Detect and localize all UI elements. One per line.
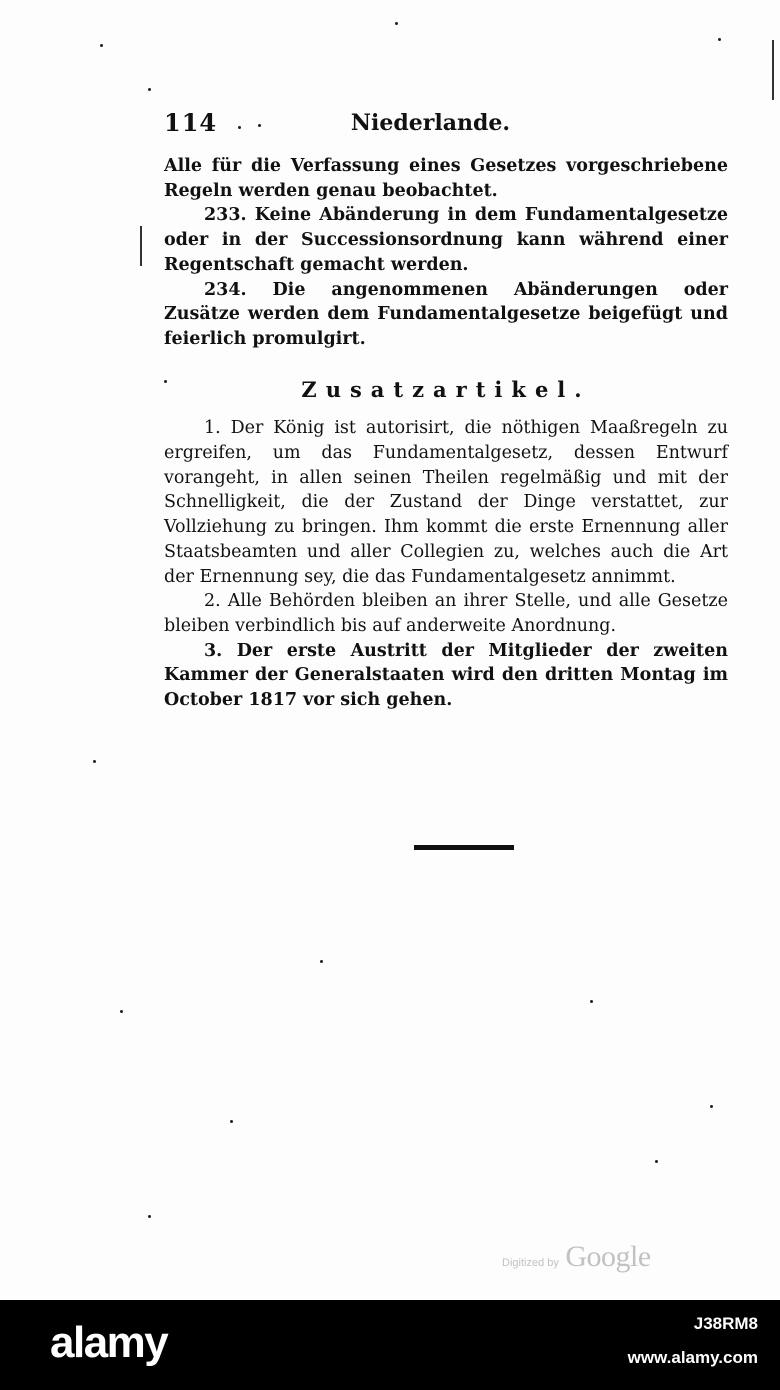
stock-footer-bar bbox=[0, 1300, 780, 1390]
scan-speck bbox=[148, 88, 151, 91]
scan-speck bbox=[655, 1160, 658, 1163]
scan-mark bbox=[140, 226, 142, 266]
article-2: 2. Alle Behörden bleiben an ihrer Stelle, und alle Gesetze bleiben verbindlich bis auf anderweite Anordnung. bbox=[164, 591, 728, 636]
closing-rule bbox=[414, 845, 514, 850]
page-body bbox=[164, 154, 728, 713]
digitized-watermark bbox=[502, 1240, 651, 1274]
scan-speck bbox=[710, 1105, 713, 1108]
page-number: 114 bbox=[164, 108, 218, 137]
scan-speck bbox=[93, 760, 96, 763]
article-1: 1. Der König ist autorisirt, die nöthigen Maaßregeln zu ergreifen, um das Fundamentalgesetz, dessen Entwurf vorangeht, in allen seinen Theilen regelmäßig und mit der Schnelligkeit, die der Zustand der Dinge verstattet, zur Vollziehung zu bringen. Ihm kommt die erste Ernennung aller Staatsbeamten und aller Collegien zu, welches auch die Art der Ernennung sey, die das Fundamentalgesetz annimmt. bbox=[164, 418, 728, 587]
article-3: 3. Der erste Austritt der Mitglieder der zweiten Kammer der Generalstaaten wird den dritten Montag im October 1817 vor sich gehen. bbox=[164, 640, 728, 711]
paragraph-233: 233. Keine Abänderung in dem Fundamentalgesetze oder in der Successionsordnung kann während einer Regentschaft gemacht werden. bbox=[164, 205, 728, 275]
scan-speck bbox=[590, 1000, 593, 1003]
paragraph-234: 234. Die angenommenen Abänderungen oder Zusätze werden dem Fundamentalgesetze beigefügt und feierlich promulgirt. bbox=[164, 279, 728, 349]
scan-mark bbox=[772, 40, 774, 100]
google-logo: Google bbox=[565, 1240, 651, 1273]
watermark-prefix: Digitized by bbox=[502, 1257, 559, 1269]
scan-speck bbox=[120, 1010, 123, 1013]
scan-speck bbox=[320, 960, 323, 963]
scan-speck bbox=[100, 44, 103, 47]
scan-speck bbox=[230, 1120, 233, 1123]
site-url: www.alamy.com bbox=[627, 1348, 758, 1367]
scan-speck bbox=[148, 1215, 151, 1218]
page-header bbox=[164, 108, 510, 140]
image-id: J38RM8 bbox=[693, 1314, 758, 1333]
running-head: Niederlande. bbox=[350, 110, 510, 136]
section-heading: Zusatzartikel. bbox=[301, 376, 591, 402]
scan-speck bbox=[395, 22, 398, 25]
alamy-logo: alamy bbox=[50, 1318, 168, 1367]
paragraph-continued: Alle für die Verfassung eines Gesetzes vorgeschriebene Regeln werden genau beobachtet. bbox=[164, 156, 728, 201]
scan-speck bbox=[718, 38, 721, 41]
